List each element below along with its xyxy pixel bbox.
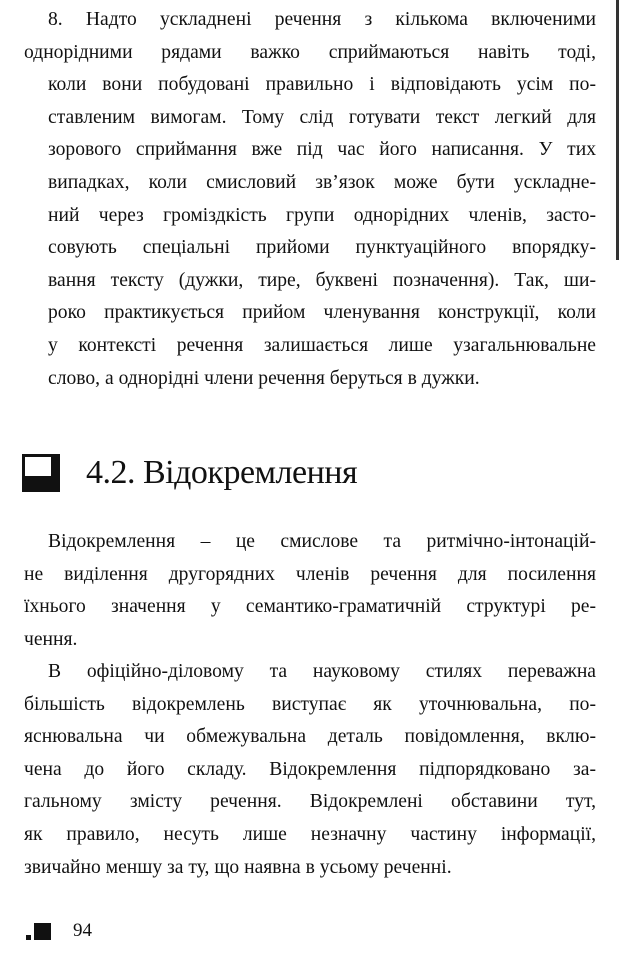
text-line: Відокремлення – це смислове та ритмічно-інтонацій- — [48, 531, 596, 552]
text-line: ставленим вимогам. Тому слід готувати текст легкий для — [48, 106, 596, 128]
text-line: звичайно меншу за ту, що наявна в усьому реченні. — [24, 856, 452, 878]
section-square-icon — [22, 454, 60, 492]
text-line: гальному змісту речення. Відокремлені обставини тут, — [24, 791, 596, 813]
text-line: більшість відокремлень виступає як уточнювальна, по- — [24, 693, 596, 715]
paragraph-item-8 — [24, 4, 596, 395]
text-line: їхнього значення у семантико-граматичній структурі ре- — [24, 596, 596, 618]
section-title: 4.2. Відокремлення — [86, 454, 358, 491]
section-heading — [22, 444, 357, 502]
text-line: вання тексту (дужки, тире, буквені позначення). Так, ши- — [48, 269, 596, 291]
footer-square-icon — [26, 923, 51, 940]
text-line: як правило, несуть лише незначну частину інформації, — [24, 823, 596, 845]
paragraph-styles — [24, 656, 596, 884]
text-line: ний через громіздкість групи однорідних членів, засто- — [48, 204, 596, 226]
text-line: зорового сприймання вже під час його написання. У тих — [48, 139, 596, 161]
text-line: випадках, коли смисловий зв’язок може бути ускладне- — [48, 171, 596, 193]
text-line: коли вони побудовані правильно і відповідають усім по- — [48, 74, 596, 96]
text-line: однорідними рядами важко сприймаються навіть тоді, — [24, 41, 596, 63]
page-number: 94 — [73, 920, 92, 941]
text-line: у контексті речення залишається лише узагальнювальне — [48, 334, 596, 356]
text-line: яснювальна чи обмежувальна деталь повідомлення, вклю- — [24, 726, 596, 748]
page-footer — [26, 920, 92, 942]
text-line: В офіційно-діловому та науковому стилях переважна — [48, 661, 596, 682]
text-line: совують спеціальні прийоми пунктуаційного впорядку- — [48, 237, 596, 259]
text-line: чена до його складу. Відокремлення підпорядковано за- — [24, 758, 596, 780]
text-line: не виділення другорядних членів речення для посилення — [24, 563, 596, 585]
text-line: слово, а однорідні члени речення беруться в дужки. — [48, 367, 480, 389]
text-line: 8. Надто ускладнені речення з кількома включеними — [48, 9, 596, 30]
paragraph-definition — [24, 526, 596, 656]
footer-dot-icon — [26, 935, 31, 940]
footer-block-icon — [34, 923, 51, 940]
text-line: роко практикується прийом членування конструкції, коли — [48, 302, 596, 324]
text-line: чення. — [24, 628, 78, 650]
